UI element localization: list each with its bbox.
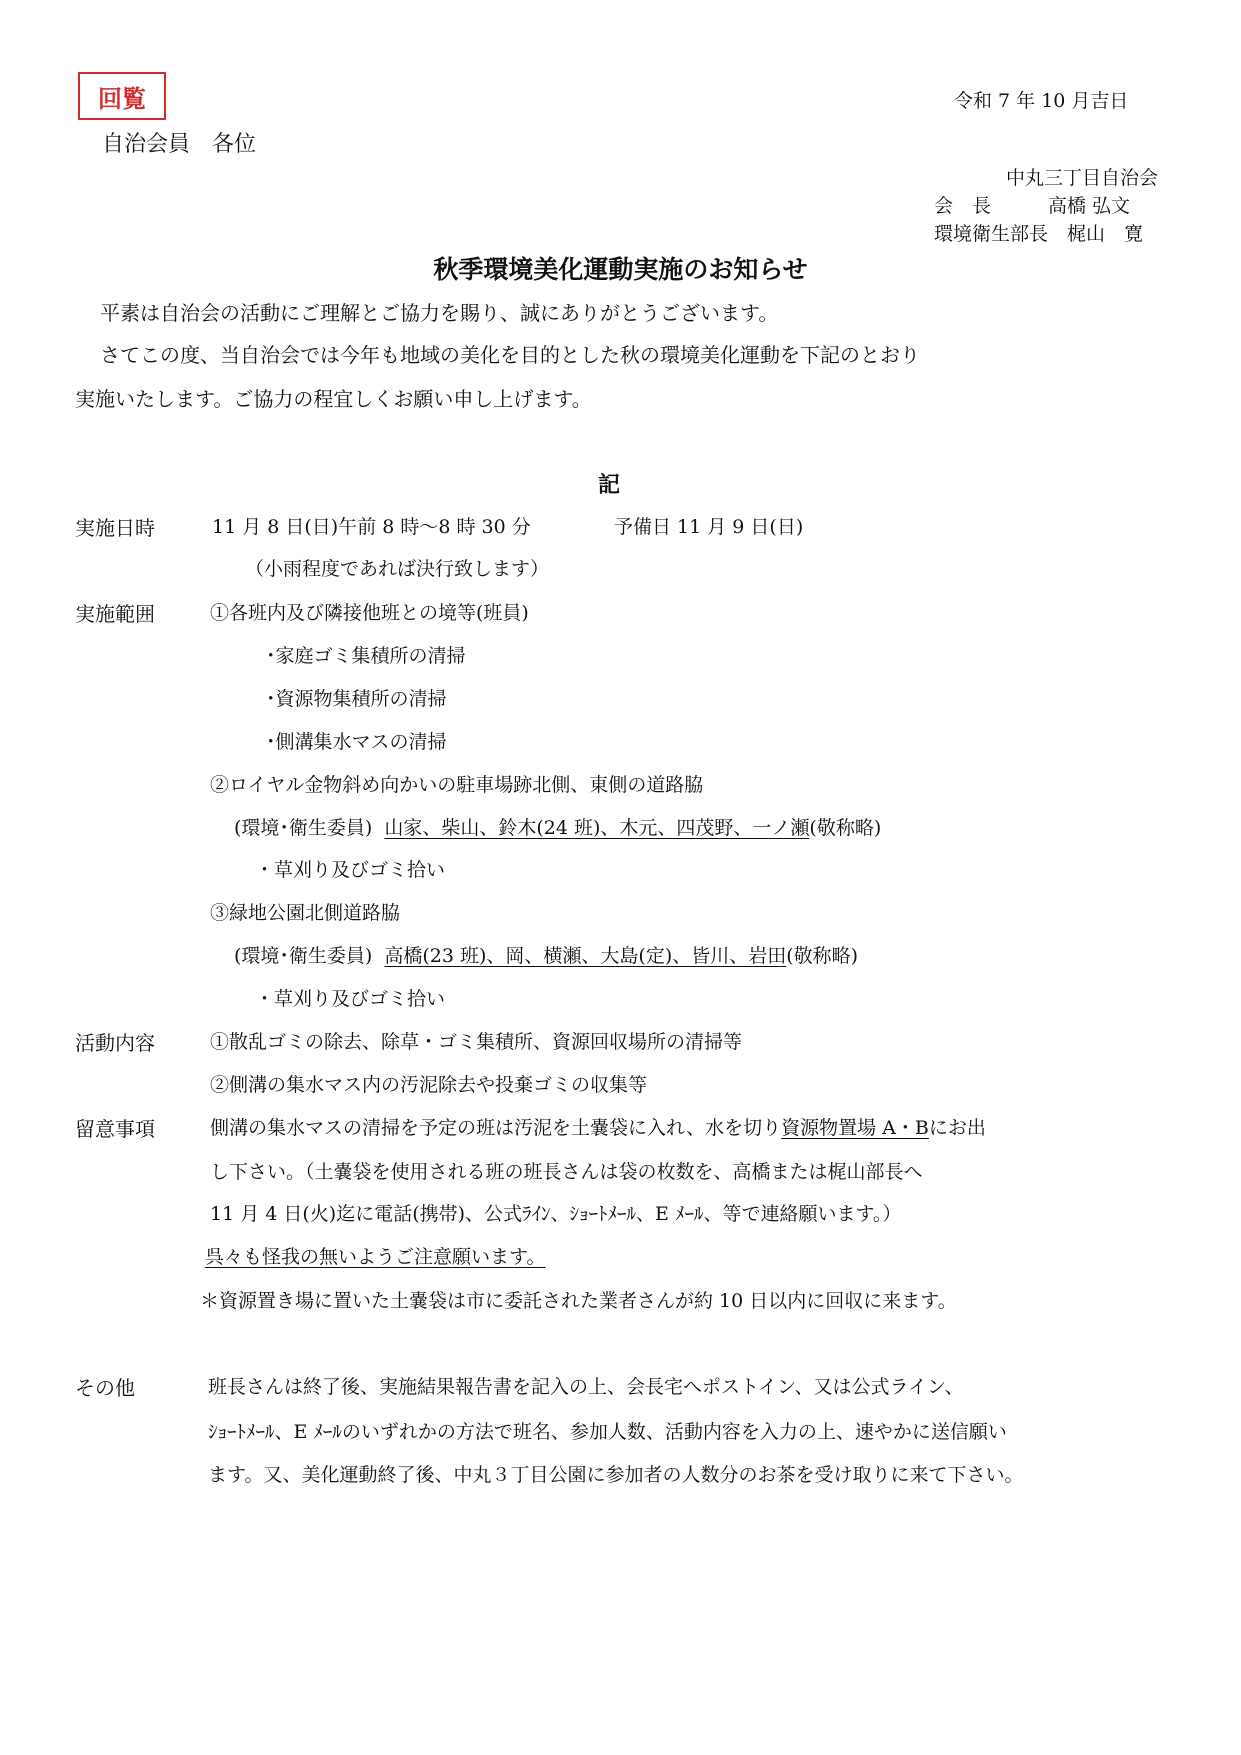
scope-item-2-members: 山家、柴山、鈴木(24 班)、木元、四茂野、一ノ瀬 <box>384 817 810 839</box>
schedule-reserve: 予備日 11 月 9 日(日) <box>614 516 804 538</box>
scope-label: 実施範囲 <box>75 602 155 626</box>
activity-label: 活動内容 <box>75 1031 155 1055</box>
scope-item-2-task: ・草刈り及びゴミ拾い <box>255 859 446 881</box>
document-title: 秋季環境美化運動実施のお知らせ <box>433 255 808 284</box>
intro-paragraph-2b: 実施いたします。ご協力の程宜しくお願い申し上げます。 <box>75 387 592 411</box>
activity-item-1: ①散乱ゴミの除去、除草・ゴミ集積所、資源回収場所の清掃等 <box>210 1031 743 1053</box>
other-line-1: 班長さんは終了後、実施結果報告書を記入の上、会長宅へポストイン、又は公式ライン、 <box>208 1376 964 1398</box>
sender-chairman: 会 長 高橋 弘文 <box>934 195 1131 217</box>
scope-item-3-suffix: (敬称略) <box>786 945 859 967</box>
other-line-2: ｼｮｰﾄﾒｰﾙ、E ﾒｰﾙのいずれかの方法で班名、参加人数、活動内容を入力の上、速やかに送信願い <box>208 1421 1007 1443</box>
circulation-stamp: 回覧 <box>78 72 166 120</box>
activity-item-2: ②側溝の集水マス内の汚泥除去や投棄ゴミの収集等 <box>210 1074 648 1096</box>
ki-heading: 記 <box>598 472 621 498</box>
notes-line-1 <box>210 1113 986 1140</box>
scope-item-1-sub-2: ･資源物集積所の清掃 <box>266 688 447 710</box>
scope-item-3-task: ・草刈り及びゴミ拾い <box>255 988 446 1010</box>
schedule-label: 実施日時 <box>75 516 155 540</box>
notes-line-1-post: にお出 <box>928 1117 986 1139</box>
scope-item-3-members-prefix: (環境･衛生委員) <box>234 945 373 967</box>
notes-line-1-pre: 側溝の集水マスの清掃を予定の班は汚泥を土嚢袋に入れ、水を切り <box>210 1117 782 1139</box>
schedule-note: （小雨程度であれば決行致します） <box>245 558 550 580</box>
scope-item-2-suffix: (敬称略) <box>809 817 882 839</box>
notes-line-3: 11 月 4 日(火)迄に電話(携帯)、公式ﾗｲﾝ、ｼｮｰﾄﾒｰﾙ、E ﾒｰﾙ、等で連絡願います。） <box>210 1203 902 1225</box>
scope-item-1-sub-3: ･側溝集水マスの清掃 <box>266 731 447 753</box>
schedule-main: 11 月 8 日(日)午前 8 時～8 時 30 分 <box>212 516 531 538</box>
intro-paragraph-1: 平素は自治会の活動にご理解とご協力を賜り、誠にありがとうございます。 <box>100 301 779 325</box>
sender-org: 中丸三丁目自治会 <box>1005 167 1158 189</box>
scope-item-2-members-line <box>234 813 881 840</box>
notes-line-5: ＊資源置き場に置いた土嚢袋は市に委託された業者さんが約 10 日以内に回収に来ます。 <box>200 1290 957 1312</box>
other-line-3: ます。又、美化運動終了後、中丸３丁目公園に参加者の人数分のお茶を受け取りに来て下さい。 <box>208 1464 1024 1486</box>
notes-line-1-place: 資源物置場 A・B <box>781 1117 929 1139</box>
addressee: 自治会員 各位 <box>102 132 257 157</box>
scope-item-3-members-line <box>234 941 858 968</box>
notes-line-2: し下さい。（土嚢袋を使用される班の班長さんは袋の枚数を、高橋または梶山部長へ <box>210 1161 923 1183</box>
scope-item-1-sub-1: ･家庭ゴミ集積所の清掃 <box>266 645 466 667</box>
scope-item-1: ①各班内及び隣接他班との境等(班員) <box>210 602 529 624</box>
scope-item-3-members: 高橋(23 班)、岡、横瀬、大島(定)、皆川、岩田 <box>384 945 787 967</box>
scope-item-2: ②ロイヤル金物斜め向かいの駐車場跡北側、東側の道路脇 <box>210 774 704 796</box>
notes-label: 留意事項 <box>75 1117 155 1141</box>
sender-dept-head: 環境衛生部長 梶山 寛 <box>934 223 1144 245</box>
issue-date: 令和 7 年 10 月吉日 <box>954 90 1129 112</box>
other-label: その他 <box>75 1376 135 1400</box>
scope-item-2-members-prefix: (環境･衛生委員) <box>234 817 373 839</box>
scope-item-3: ③緑地公園北側道路脇 <box>210 902 401 924</box>
intro-paragraph-2a: さてこの度、当自治会では今年も地域の美化を目的とした秋の環境美化運動を下記のとおり <box>100 343 920 367</box>
notes-line-4: 呉々も怪我の無いようご注意願います。 <box>205 1246 546 1268</box>
